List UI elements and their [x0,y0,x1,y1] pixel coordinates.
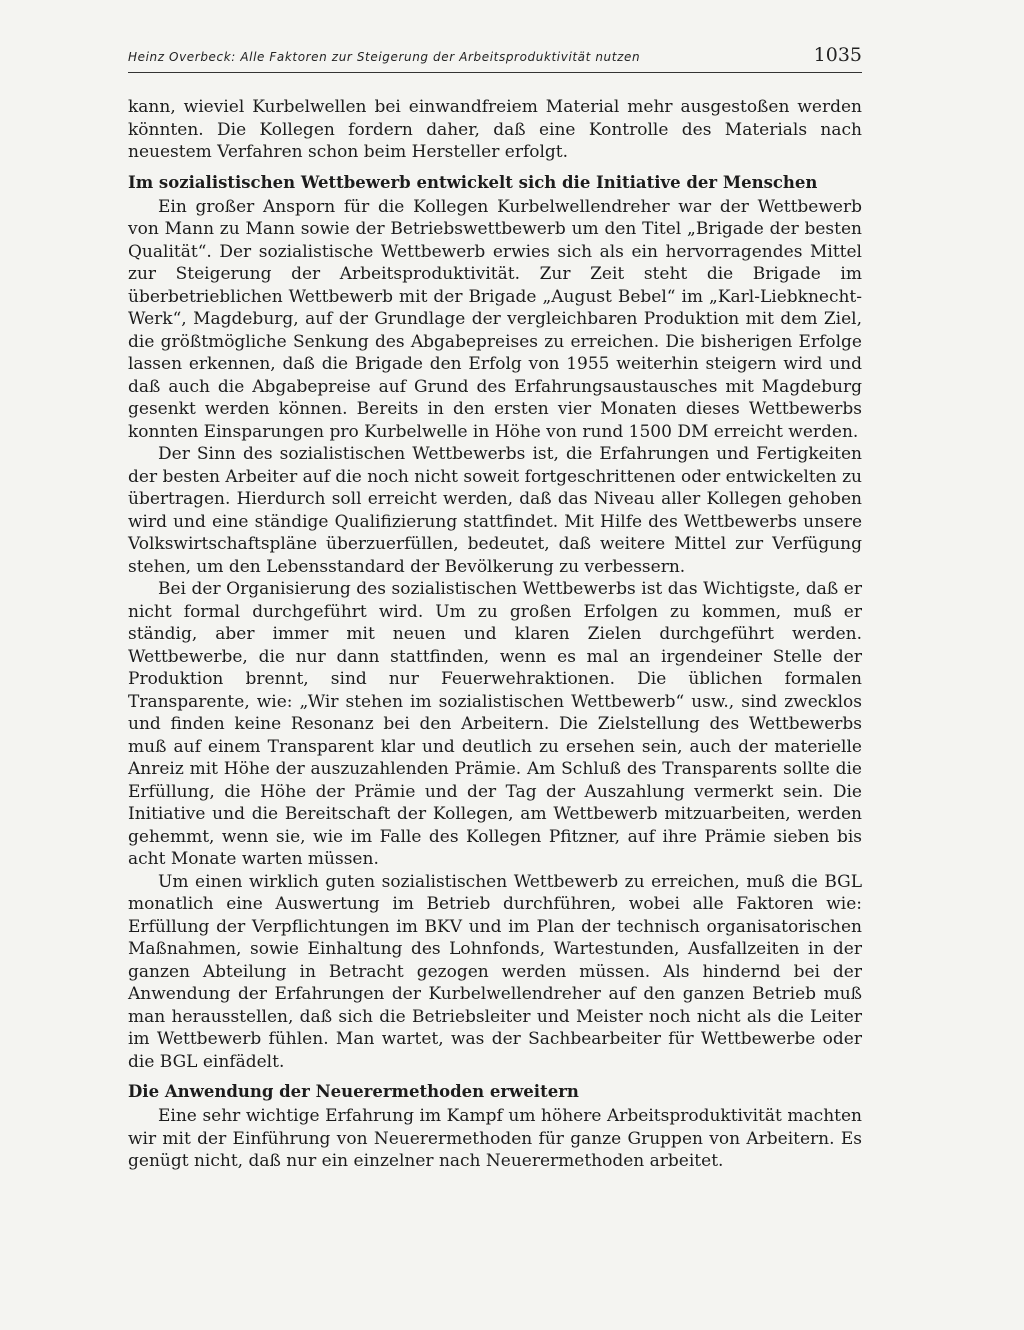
paragraph: Bei der Organisierung des sozialistischen Wettbewerbs ist das Wichtigste, daß er nicht formal durchgeführt wird. Um zu großen Erfolgen zu kommen, muß er ständig, aber immer mit neuen und klaren Zielen durchgeführt werden. Wettbewerbe, die nur dann stattfinden, wenn es mal an irgendeiner Stelle der Produktion brennt, sind nur Feuerwehraktionen. Die üblichen formalen Transparente, wie: „Wir stehen im sozialistischen Wettbewerb“ usw., sind zwecklos und finden keine Resonanz bei den Arbeitern. Die Zielstellung des Wettbewerbs muß auf einem Transparent klar und deutlich zu ersehen sein, auch der materielle Anreiz mit Höhe der auszuzahlenden Prämie. Am Schluß des Transparents sollte die Erfüllung, die Höhe der Prämie und der Tag der Auszahlung vermerkt sein. Die Initiative und die Bereitschaft der Kollegen, am Wettbewerb mitzuarbeiten, werden gehemmt, wenn sie, wie im Falle des Kollegen Pfitzner, auf ihre Prämie sieben bis acht Monate warten müssen. [128,579,862,869]
page-number: 1035 [813,44,862,66]
body-text [128,96,862,1173]
section-heading-neuerermethoden: Die Anwendung der Neuerermethoden erweitern [128,1082,579,1101]
paragraph-continued: kann, wieviel Kurbelwellen bei einwandfreiem Material mehr ausgestoßen werden könnten. Die Kollegen fordern daher, daß eine Kontrolle des Materials nach neuestem Verfahren schon beim Hersteller erfolgt. [128,97,862,162]
paragraph: Der Sinn des sozialistischen Wettbewerbs ist, die Erfahrungen und Fertigkeiten der besten Arbeiter auf die noch nicht soweit fortgeschrittenen oder entwickelten zu übertragen. Hierdurch soll erreicht werden, daß das Niveau aller Kollegen gehoben wird und eine ständige Qualifizierung stattfindet. Mit Hilfe des Wettbewerbs unsere Volkswirtschaftspläne überzuerfüllen, bedeutet, daß weitere Mittel zur Verfügung stehen, um den Lebensstandard der Bevölkerung zu verbessern. [128,444,862,577]
section-heading-wettbewerb: Im sozialistischen Wettbewerb entwickelt sich die Initiative der Menschen [128,172,818,192]
running-title: Heinz Overbeck: Alle Faktoren zur Steigerung der Arbeitsproduktivität nutzen [128,50,641,64]
paragraph: Ein großer Ansporn für die Kollegen Kurbelwellendreher war der Wettbewerb von Mann zu Mann sowie der Betriebswettbewerb um den Titel „Brigade der besten Qualität“. Der sozialistische Wettbewerb erwies sich als ein hervorragendes Mittel zur Steigerung der Arbeitsproduktivität. Zur Zeit steht die Brigade im überbetrieblichen Wettbewerb mit der Brigade „August Bebel“ im „Karl-Liebknecht-Werk“, Magdeburg, auf der Grundlage der vergleichbaren Produktion mit dem Ziel, die größtmögliche Senkung des Abgabepreises zu erreichen. Die bisherigen Erfolge lassen erkennen, daß die Brigade den Erfolg von 1955 weiterhin steigern wird und daß auch die Abgabepreise auf Grund des Erfahrungsaustausches mit Magdeburg gesenkt werden können. Bereits in den ersten vier Monaten dieses Wettbewerbs konnten Einsparungen pro Kurbelwelle in Höhe von rund 1500 DM erreicht werden. [128,196,862,442]
paragraph: Eine sehr wichtige Erfahrung im Kampf um höhere Arbeitsproduktivität machten wir mit der Einführung von Neuerermethoden für ganze Gruppen von Arbeitern. Es genügt nicht, daß nur ein einzelner nach Neuerermethoden arbeitet. [128,1106,862,1171]
paragraph: Um einen wirklich guten sozialistischen Wettbewerb zu erreichen, muß die BGL monatlich eine Auswertung im Betrieb durchführen, wobei alle Faktoren wie: Erfüllung der Verpflichtungen im BKV und im Plan der technisch organisatorischen Maßnahmen, sowie Einhaltung des Lohnfonds, Wartestunden, Ausfallzeiten in der ganzen Abteilung in Betracht gezogen werden müssen. Als hindernd bei der Anwendung der Erfahrungen der Kurbelwellendreher auf den ganzen Betrieb muß man herausstellen, daß sich die Betriebsleiter und Meister noch nicht als die Leiter im Wettbewerb fühlen. Man wartet, was der Sachbearbeiter für Wettbewerbe oder die BGL einfädelt. [128,871,862,1072]
running-header [128,44,862,73]
